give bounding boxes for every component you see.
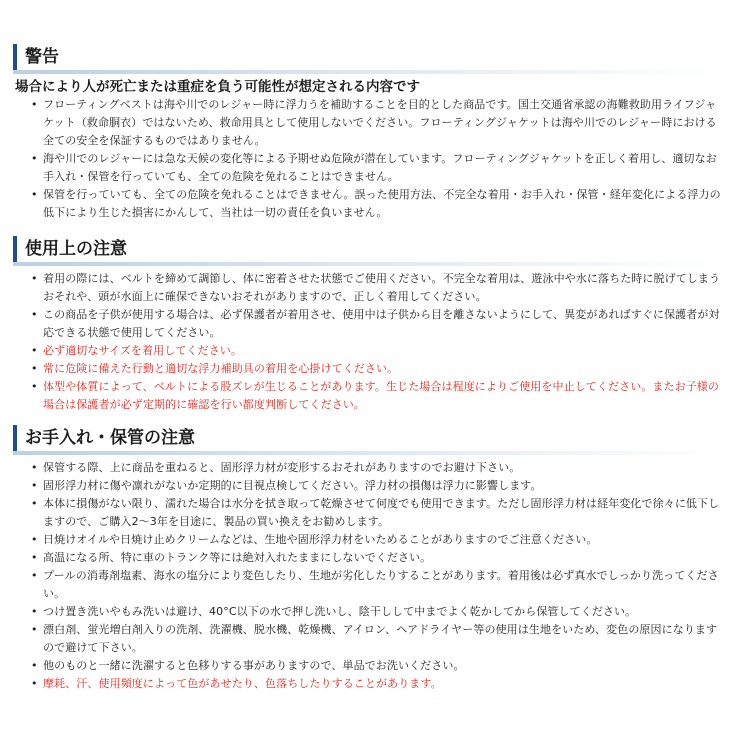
list-item: • 高温になる所、特に車のトランク等には絶対入れたままにしないでください。 xyxy=(13,549,723,567)
list-item: • 保管する際、上に商品を重ねると、固形浮力材が変形するおそれがありますのでお避け下さい。 xyxy=(13,459,723,477)
list-item: • 海や川でのレジャーには急な天候の変化等による予期せぬ危険が潜在しています。フローティングジャケットを正しく着用し、適切なお手入れ・保管を行っていても、全ての危険を免れることはできません。 xyxy=(13,150,723,186)
care-storage-section xyxy=(13,421,723,693)
heading-underline xyxy=(13,70,723,74)
section-title: お手入れ・保管の注意 xyxy=(25,428,195,448)
list-item: • 固形浮力材に傷や凛れがないか定期的に目視点検してください。浮力材の損傷は浮力に影響します。 xyxy=(13,477,723,495)
list-item: • 漂白剤、蛍光増白剤入りの洗剤、洗濯機、脱水機、乾燥機、アイロン、ヘアドライヤー等の使用は生地をいため、変色の原因になりますので避けて下さい。 xyxy=(13,621,723,657)
section-title: 警告 xyxy=(25,47,59,67)
list-item: • フローティングベストは海や川でのレジャー時に浮力うを補助することを目的とした商品です。国土交通省承認の海難救助用ライフジャケット（救命胴衣）ではないため、救命用具として使用しないでください。フローティングジャケットは海や川でのレジャー時における全ての安全を保証するものではありません。 xyxy=(13,96,723,150)
list-item: • 体型や体質によって、ベルトによる股ズレが生じることがあります。生じた場合は程度によりご使用を中止してください。またお子様の場合は保護者が必ず定期的に確認を行い都度判断してください。 xyxy=(13,378,723,414)
warning-list xyxy=(13,96,723,222)
list-item: • この商品を子供が使用する場合は、必ず保護者が着用させ、使用中は子供から目を離さないようにして、異変があればすぐに保護者が対応できる状態で使用してください。 xyxy=(13,306,723,342)
warning-section xyxy=(13,40,723,222)
list-item: • 日焼けオイルや日焼け止めクリームなどは、生地や固形浮力材をいためることがありますのでご注意ください。 xyxy=(13,531,723,549)
usage-caution-list xyxy=(13,270,723,414)
list-item: • 必ず適切なサイズを着用してください。 xyxy=(13,342,723,360)
section-title: 使用上の注意 xyxy=(25,239,127,259)
list-item: • 摩耗、汗、使用頻度によって色があせたり、色落ちしたりすることがあります。 xyxy=(13,675,723,693)
heading-underline xyxy=(13,451,723,455)
usage-caution-section xyxy=(13,232,723,414)
list-item: • 他のものと一緒に洗濯すると色移りする事がありますので、単品でお洗いください。 xyxy=(13,657,723,675)
heading-accent-bar xyxy=(13,425,17,453)
list-item: • 本体に損傷がない限り、濡れた場合は水分を拭き取って乾燥させて何度でも使用できます。ただし固形浮力材は経年変化で徐々に低下しますので、ご購入2～3年を目途に、製品の買い換えをお勧めします。 xyxy=(13,495,723,531)
list-item: • つけ置き洗いやもみ洗いは避け、40°C以下の水で押し洗いし、陰干しして中までよく乾かしてから保管してください。 xyxy=(13,603,723,621)
heading-accent-bar xyxy=(13,44,17,72)
heading-underline xyxy=(13,262,723,266)
section-heading xyxy=(13,421,723,453)
section-heading xyxy=(13,40,723,72)
heading-accent-bar xyxy=(13,236,17,264)
list-item: • 着用の際には、ベルトを締めて調節し、体に密着させた状態でご使用ください。不完全な着用は、遊泳中や水に落ちた時に脱げてしまうおそれや、頭が水面上に確保できないおそれがありますので、正しく着用してください。 xyxy=(13,270,723,306)
section-subtitle: 場合により人が死亡または重症を負う可能性が想定される内容です xyxy=(15,79,420,95)
list-item: • 保管を行っていても、全ての危険を免れることはできません。誤った使用方法、不完全な着用・お手入れ・保管・経年変化による浮力の低下により生じた損害にかんして、当社は一切の責任を負いません。 xyxy=(13,186,723,222)
section-heading xyxy=(13,232,723,264)
list-item: • 常に危険に備えた行動と適切な浮力補助具の着用を心掛けてください。 xyxy=(13,360,723,378)
list-item: • プールの消毒剤塩素、海水の塩分により変色したり、生地が劣化したりすることがあります。着用後は必ず真水でしっかり洗ってください。 xyxy=(13,567,723,603)
care-storage-list xyxy=(13,459,723,693)
